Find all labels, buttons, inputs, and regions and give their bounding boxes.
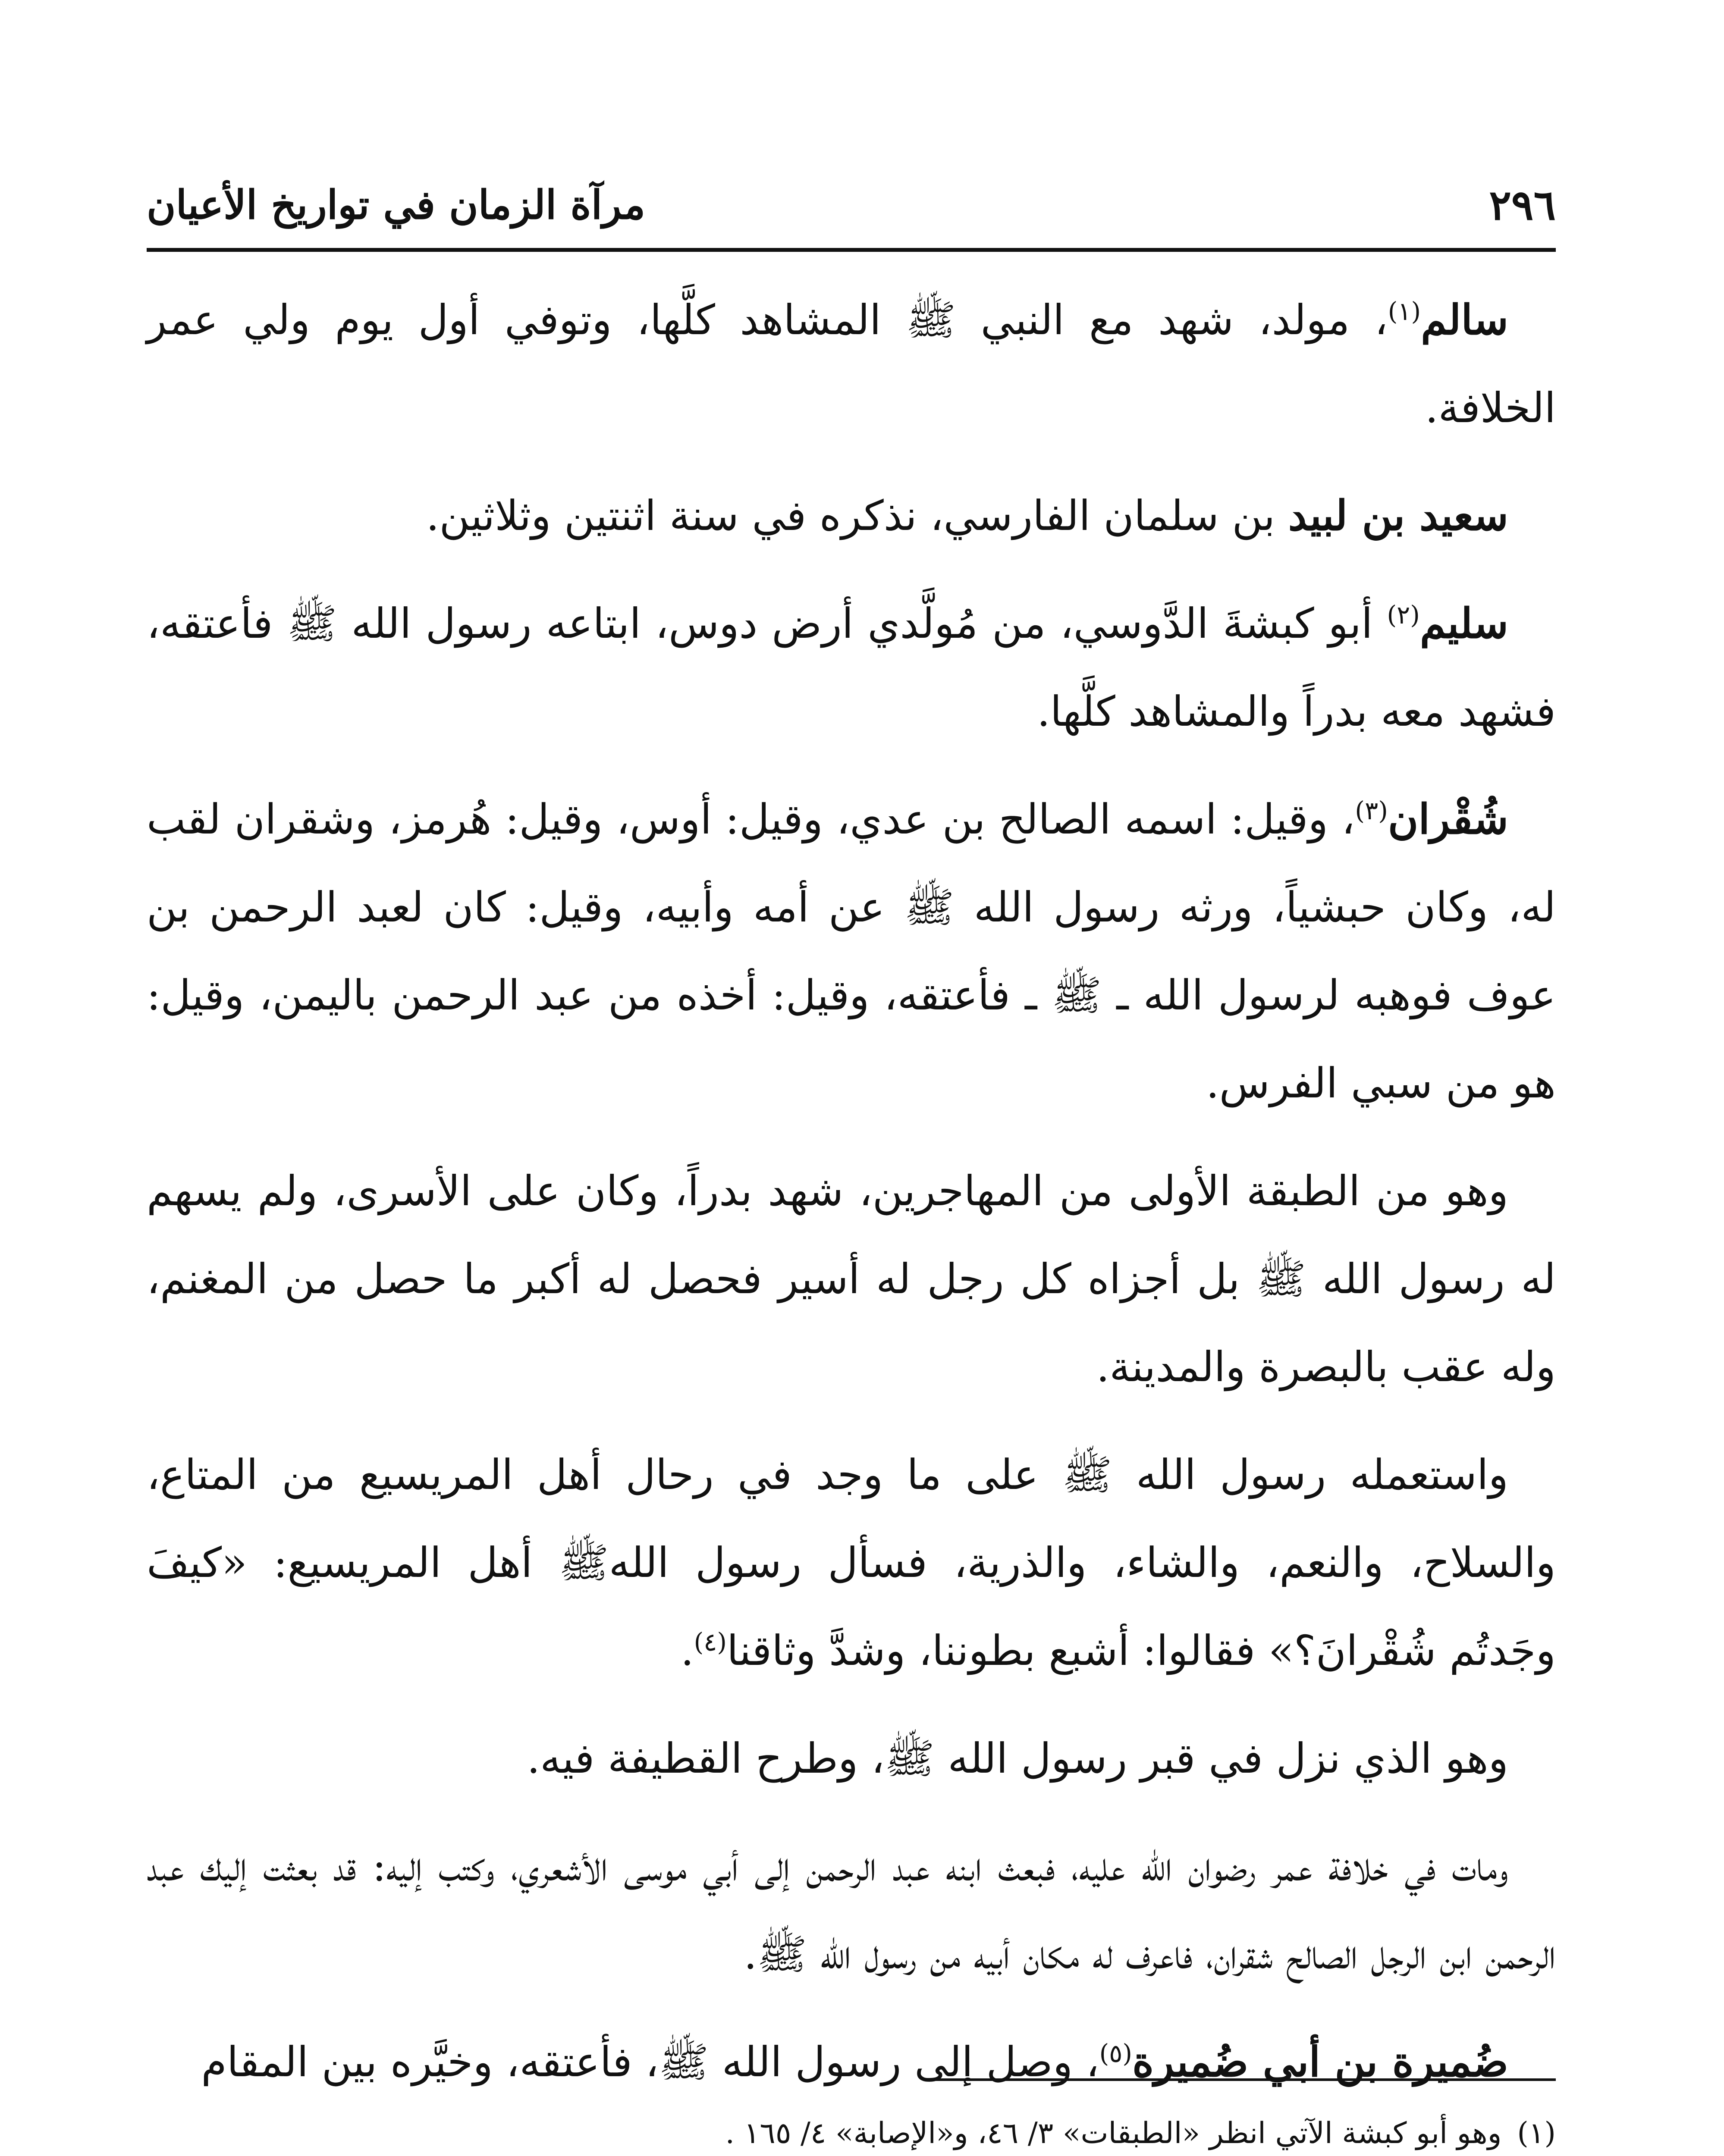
footnote-ref: (٤) (694, 1627, 727, 1657)
paragraph-end: . (681, 1626, 694, 1675)
entry-name: سالم (1421, 295, 1508, 344)
footnote-ref: (٣) (1355, 796, 1388, 825)
entry-said (147, 472, 1556, 560)
footnote-rule (930, 2078, 1556, 2081)
entry-name: سعيد بن لبيد (1288, 491, 1508, 540)
paragraph-text: واستعمله رسول الله ﷺ على ما وجد في رحال أهل المريسيع من المتاع، والسلاح، والنعم، والشاء، والذرية، فسأل رسول اللهﷺ أهل المريسيع: «كيفَ وجَدتُم شُقْرانَ؟» فقالوا: أشبع بطوننا، وشدَّ وثاقنا (147, 1451, 1556, 1675)
paragraph-muraysi (147, 1431, 1556, 1695)
entry-dumayra (147, 2018, 1556, 2106)
footnote-1 (147, 2100, 1556, 2156)
entry-text: ، وصل إلى رسول الله ﷺ، فأعتقه، وخيَّره بين المقام (201, 2038, 1099, 2086)
footnote-ref: (٢) (1387, 600, 1420, 630)
entry-sulaym (147, 580, 1556, 755)
entry-salim (147, 276, 1556, 452)
entry-text: ، مولد، شهد مع النبي ﷺ المشاهد كلَّها، وتوفي أول يوم ولي عمر الخلافة. (147, 296, 1556, 432)
footnotes (147, 2100, 1556, 2156)
entry-shuqran (147, 775, 1556, 1127)
entry-name: ضُميرة بن أبي ضُميرة (1132, 2037, 1508, 2086)
footnote-ref: (١) (1388, 297, 1421, 326)
entry-text: بن سلمان الفارسي، نذكره في سنة اثنتين وثلاثين. (426, 492, 1288, 540)
entry-text: ، وقيل: اسمه الصالح بن عدي، وقيل: أوس، وقيل: هُرمز، وشقران لقب له، وكان حبشياً، ورثه رسول الله ﷺ عن أمه وأبيه، وقيل: كان لعبد الرحمن بن عوف فوهبه لرسول الله ـ ﷺ ـ فأعتقه، وقيل: أخذه من عبد الرحمن باليمن، وقيل: هو من سبي الفرس. (147, 795, 1556, 1107)
footnote-ref: (٥) (1099, 2039, 1133, 2068)
paragraph-qabr: وهو الذي نزل في قبر رسول الله ﷺ، وطرح القطيفة فيه. (527, 1734, 1508, 1783)
entry-name: سليم (1419, 599, 1508, 648)
paragraph-tabaqa: وهو من الطبقة الأولى من المهاجرين، شهد بدراً، وكان على الأسرى، ولم يسهم له رسول الله ﷺ بل أجزاه كل رجل له أسير فحصل له أكبر ما حصل من المغنم، وله عقب بالبصرة والمدينة. (147, 1167, 1556, 1391)
entry-name: شُقْران (1388, 795, 1508, 843)
running-title: مرآة الزمان في تواريخ الأعيان (147, 182, 646, 228)
entry-text: أبو كبشةَ الدَّوسي، من مُولَّدي أرض دوس، ابتاعه رسول الله ﷺ فأعتقه، فشهد معه بدراً والمشاهد كلَّها. (147, 599, 1556, 736)
footnote-number: (١) (1517, 2116, 1556, 2150)
header-rule (147, 248, 1556, 252)
paragraph-umar: ومات في خلافة عمر رضوان الله عليه، فبعث ابنه عبد الرحمن إلى أبي موسى الأشعري، وكتب إليه: قد بعثت إليك عبد الرحمن ابن الرجل الصالح شقران، فاعرف له مكان أبيه من رسول الله ﷺ. (147, 1842, 1556, 1978)
footnote-text: وهو أبو كبشة الآتي انظر «الطبقات» ٣/ ٤٦، و«الإصابة» ٤/ ١٦٥ . (725, 2116, 1502, 2150)
page-header (147, 172, 1556, 237)
main-text (147, 276, 1556, 2126)
page-number: ٢٩٦ (1489, 180, 1556, 229)
